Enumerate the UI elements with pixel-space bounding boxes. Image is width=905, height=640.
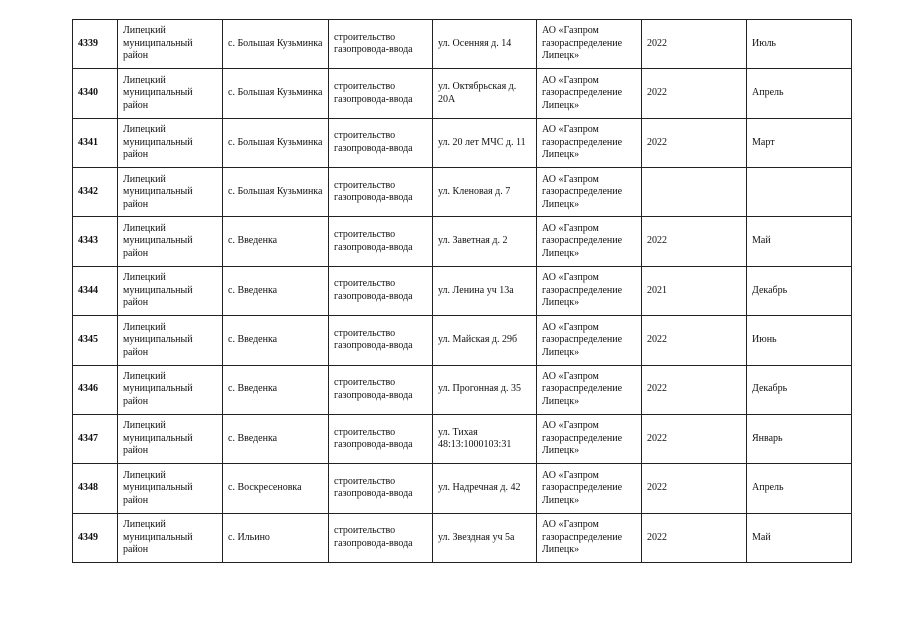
work-type-cell: строительство газопровода-ввода [329, 414, 433, 463]
address-cell: ул. Прогонная д. 35 [433, 365, 537, 414]
work-type-cell: строительство газопровода-ввода [329, 316, 433, 365]
work-type-cell: строительство газопровода-ввода [329, 217, 433, 266]
table-row [73, 365, 852, 414]
month-cell: Июнь [747, 316, 852, 365]
year-cell: 2022 [642, 217, 747, 266]
district-cell: Липецкий муниципальный район [118, 217, 223, 266]
gas-connection-table [72, 19, 852, 563]
operator-cell: АО «Газпром газораспределение Липецк» [537, 365, 642, 414]
operator-cell: АО «Газпром газораспределение Липецк» [537, 414, 642, 463]
address-cell: ул. 20 лет МЧС д. 11 [433, 118, 537, 167]
operator-cell: АО «Газпром газораспределение Липецк» [537, 217, 642, 266]
address-cell: ул. Майская д. 29б [433, 316, 537, 365]
address-cell: ул. Кленовая д. 7 [433, 168, 537, 217]
locality-cell: с. Большая Кузьминка [223, 20, 329, 69]
operator-cell: АО «Газпром газораспределение Липецк» [537, 266, 642, 315]
locality-cell: с. Большая Кузьминка [223, 69, 329, 118]
operator-cell: АО «Газпром газораспределение Липецк» [537, 464, 642, 513]
locality-cell: с. Воскресеновка [223, 464, 329, 513]
table-row [73, 20, 852, 69]
address-cell: ул. Октябрьская д. 20А [433, 69, 537, 118]
locality-cell: с. Большая Кузьминка [223, 118, 329, 167]
month-cell: Май [747, 513, 852, 562]
month-cell: Апрель [747, 69, 852, 118]
work-type-cell: строительство газопровода-ввода [329, 365, 433, 414]
month-cell: Май [747, 217, 852, 266]
address-cell: ул. Тихая 48:13:1000103:31 [433, 414, 537, 463]
work-type-cell: строительство газопровода-ввода [329, 118, 433, 167]
district-cell: Липецкий муниципальный район [118, 513, 223, 562]
district-cell: Липецкий муниципальный район [118, 266, 223, 315]
district-cell: Липецкий муниципальный район [118, 414, 223, 463]
work-type-cell: строительство газопровода-ввода [329, 266, 433, 315]
table-row [73, 168, 852, 217]
district-cell: Липецкий муниципальный район [118, 168, 223, 217]
month-cell: Март [747, 118, 852, 167]
work-type-cell: строительство газопровода-ввода [329, 464, 433, 513]
operator-cell: АО «Газпром газораспределение Липецк» [537, 513, 642, 562]
locality-cell: с. Введенка [223, 316, 329, 365]
operator-cell: АО «Газпром газораспределение Липецк» [537, 168, 642, 217]
operator-cell: АО «Газпром газораспределение Липецк» [537, 118, 642, 167]
year-cell: 2022 [642, 414, 747, 463]
row-number: 4349 [73, 513, 118, 562]
year-cell: 2022 [642, 365, 747, 414]
district-cell: Липецкий муниципальный район [118, 464, 223, 513]
table-row [73, 266, 852, 315]
table-row [73, 316, 852, 365]
table-row [73, 464, 852, 513]
district-cell: Липецкий муниципальный район [118, 118, 223, 167]
work-type-cell: строительство газопровода-ввода [329, 69, 433, 118]
district-cell: Липецкий муниципальный район [118, 20, 223, 69]
month-cell: Декабрь [747, 365, 852, 414]
year-cell: 2022 [642, 316, 747, 365]
table-row [73, 118, 852, 167]
month-cell: Апрель [747, 464, 852, 513]
year-cell: 2021 [642, 266, 747, 315]
operator-cell: АО «Газпром газораспределение Липецк» [537, 316, 642, 365]
row-number: 4345 [73, 316, 118, 365]
district-cell: Липецкий муниципальный район [118, 69, 223, 118]
locality-cell: с. Введенка [223, 414, 329, 463]
row-number: 4341 [73, 118, 118, 167]
address-cell: ул. Надречная д. 42 [433, 464, 537, 513]
year-cell: 2022 [642, 20, 747, 69]
table-row [73, 414, 852, 463]
locality-cell: с. Большая Кузьминка [223, 168, 329, 217]
work-type-cell: строительство газопровода-ввода [329, 20, 433, 69]
month-cell: Июль [747, 20, 852, 69]
address-cell: ул. Звездная уч 5а [433, 513, 537, 562]
row-number: 4348 [73, 464, 118, 513]
work-type-cell: строительство газопровода-ввода [329, 168, 433, 217]
row-number: 4340 [73, 69, 118, 118]
work-type-cell: строительство газопровода-ввода [329, 513, 433, 562]
address-cell: ул. Заветная д. 2 [433, 217, 537, 266]
year-cell: 2022 [642, 69, 747, 118]
row-number: 4346 [73, 365, 118, 414]
table-row [73, 69, 852, 118]
table-row [73, 217, 852, 266]
year-cell: 2022 [642, 513, 747, 562]
district-cell: Липецкий муниципальный район [118, 365, 223, 414]
address-cell: ул. Осенняя д. 14 [433, 20, 537, 69]
row-number: 4339 [73, 20, 118, 69]
month-cell [747, 168, 852, 217]
year-cell: 2022 [642, 118, 747, 167]
locality-cell: с. Введенка [223, 266, 329, 315]
table-row [73, 513, 852, 562]
year-cell [642, 168, 747, 217]
locality-cell: с. Введенка [223, 217, 329, 266]
row-number: 4347 [73, 414, 118, 463]
month-cell: Январь [747, 414, 852, 463]
month-cell: Декабрь [747, 266, 852, 315]
locality-cell: с. Введенка [223, 365, 329, 414]
row-number: 4343 [73, 217, 118, 266]
operator-cell: АО «Газпром газораспределение Липецк» [537, 20, 642, 69]
row-number: 4344 [73, 266, 118, 315]
year-cell: 2022 [642, 464, 747, 513]
locality-cell: с. Ильино [223, 513, 329, 562]
operator-cell: АО «Газпром газораспределение Липецк» [537, 69, 642, 118]
row-number: 4342 [73, 168, 118, 217]
district-cell: Липецкий муниципальный район [118, 316, 223, 365]
address-cell: ул. Ленина уч 13а [433, 266, 537, 315]
